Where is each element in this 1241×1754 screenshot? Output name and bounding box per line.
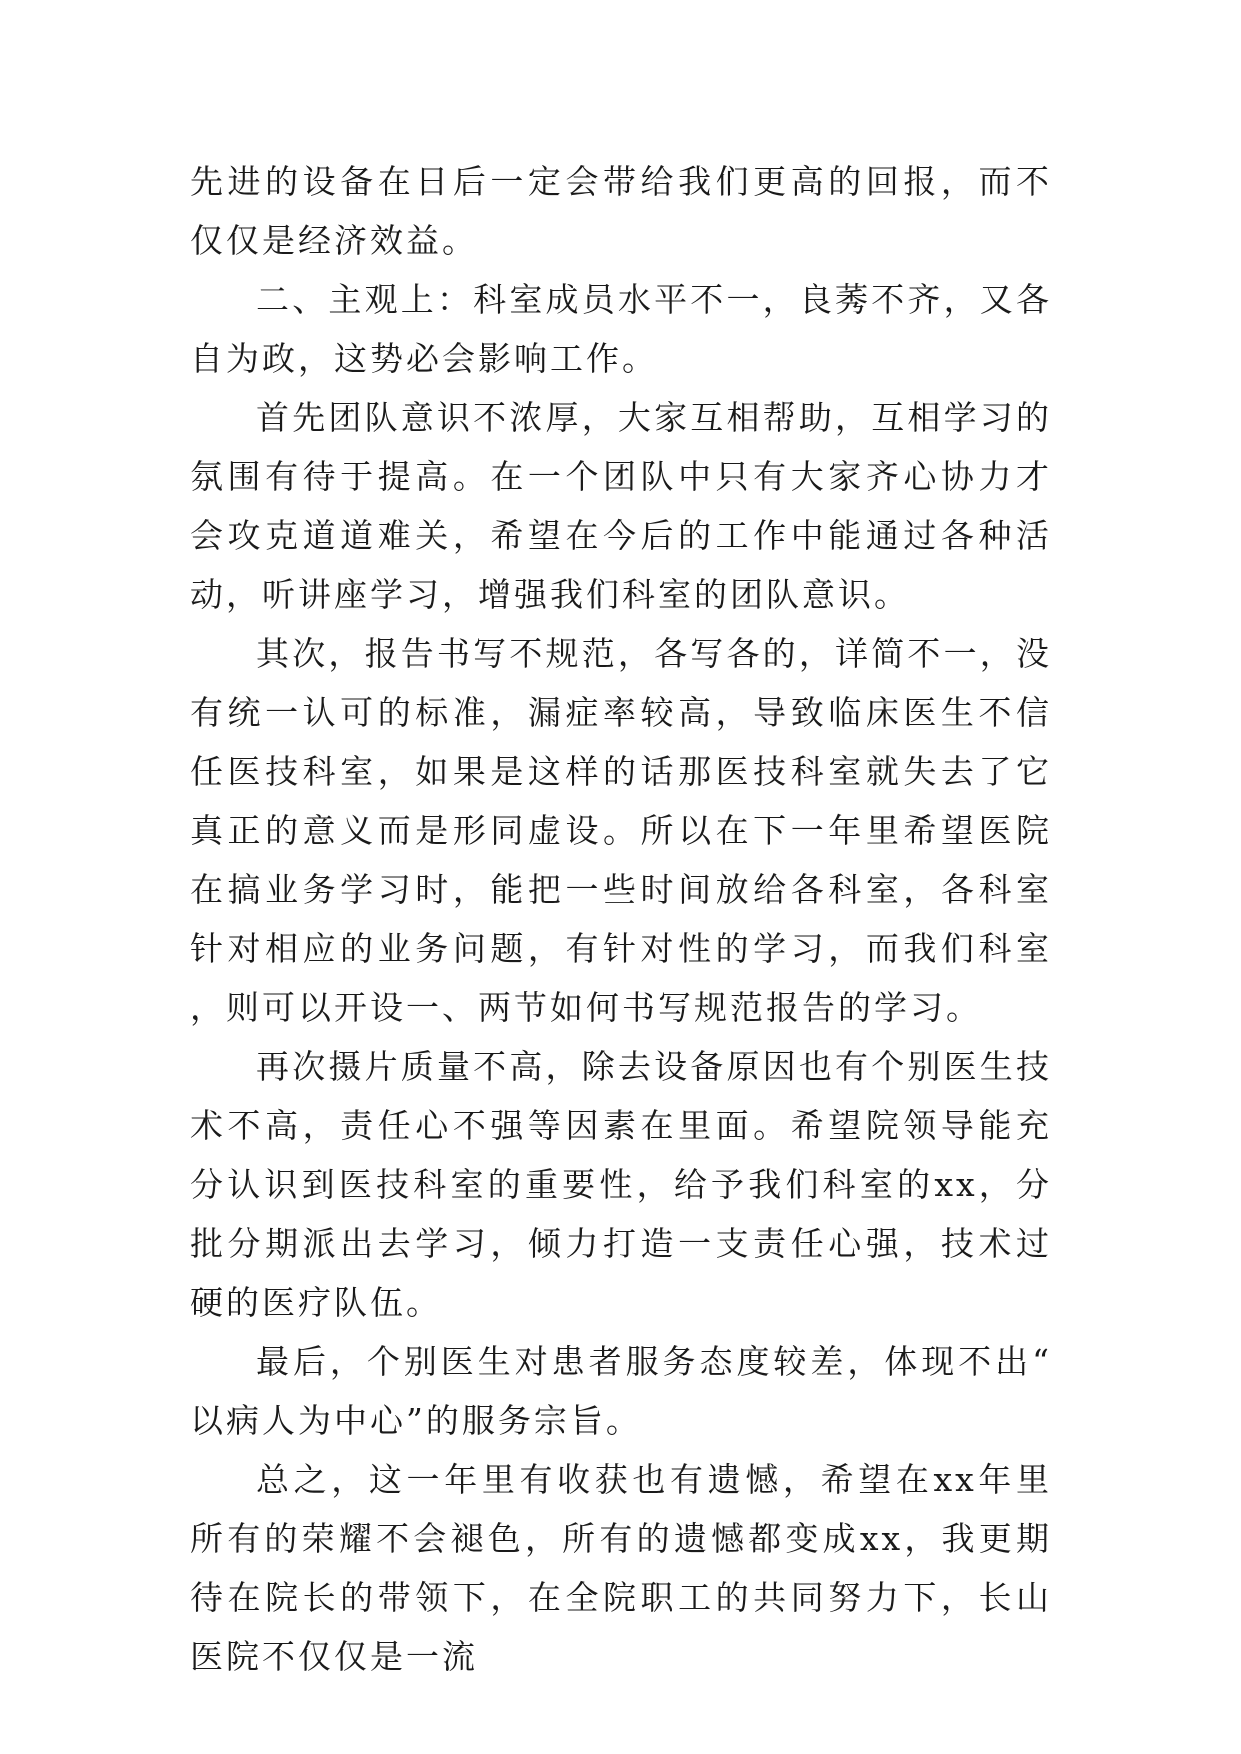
- paragraph-3: 首先团队意识不浓厚，大家互相帮助，互相学习的氛围有待于提高。在一个团队中只有大家齐心协力才会攻克道道难关，希望在今后的工作中能通过各种活动，听讲座学习，增强我们科室的团队意识。: [190, 398, 1052, 614]
- paragraph-5: 再次摄片质量不高，除去设备原因也有个别医生技术不高，责任心不强等因素在里面。希望院领导能充分认识到医技科室的重要性，给予我们科室的xx，分批分期派出去学习，倾力打造一支责任心强，技术过硬的医疗队伍。: [190, 1047, 1052, 1322]
- paragraph-6: 最后，个别医生对患者服务态度较差，体现不出“以病人为中心”的服务宗旨。: [190, 1342, 1052, 1440]
- paragraph-2: 二、主观上：科室成员水平不一，良莠不齐，又各自为政，这势必会影响工作。: [190, 280, 1052, 378]
- paragraph-7: 总之，这一年里有收获也有遗憾，希望在xx年里所有的荣耀不会褪色，所有的遗憾都变成xx，我更期待在院长的带领下，在全院职工的共同努力下，长山医院不仅仅是一流: [190, 1460, 1052, 1676]
- document-body: [190, 152, 1052, 1686]
- paragraph-1: 先进的设备在日后一定会带给我们更高的回报，而不仅仅是经济效益。: [190, 162, 1052, 260]
- paragraph-4: 其次，报告书写不规范，各写各的，详简不一，没有统一认可的标准，漏症率较高，导致临床医生不信任医技科室，如果是这样的话那医技科室就失去了它真正的意义而是形同虚设。所以在下一年里希望医院在搞业务学习时，能把一些时间放给各科室，各科室针对相应的业务问题，有针对性的学习，而我们科室，则可以开设一、两节如何书写规范报告的学习。: [190, 634, 1052, 1027]
